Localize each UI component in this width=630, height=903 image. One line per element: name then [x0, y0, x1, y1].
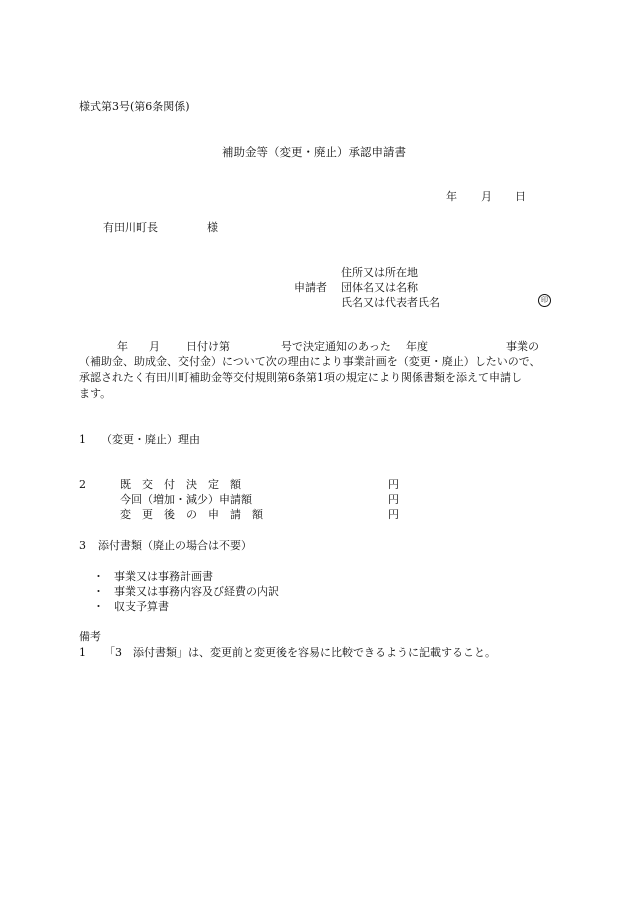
body-date-suffix: 日付け第 — [186, 340, 230, 353]
bullet-icon: ・ — [93, 585, 104, 598]
amount-row-unit: 円 — [388, 478, 399, 491]
addressee-name: 有田川町長 — [103, 221, 158, 234]
page-title: 補助金等（変更・廃止）承認申請書 — [222, 145, 406, 159]
bullet-icon: ・ — [93, 600, 104, 613]
note-text: 「3 添付書類」は、変更前と変更後を容易に比較できるように記載すること。 — [104, 646, 496, 659]
form-number: 様式第3号(第6条関係) — [79, 100, 190, 113]
attachment-item: 事業又は事務計画書 — [114, 570, 213, 583]
date-day-label: 日 — [515, 190, 526, 203]
date-month-label: 月 — [481, 190, 492, 203]
body-line-4: ます。 — [79, 387, 112, 400]
attachment-item: 事業又は事務内容及び経費の内訳 — [114, 585, 279, 598]
body-number-suffix: 号で決定通知のあった — [281, 340, 391, 353]
applicant-organization-label: 団体名又は名称 — [341, 281, 418, 294]
amount-row-label: 既 交 付 決 定 額 — [120, 478, 241, 491]
body-line-2: （補助金、助成金、交付金）について次の理由により事業計画を（変更・廃止）したいので、 — [79, 355, 541, 368]
body-project: 事業の — [506, 340, 539, 353]
body-line-3: 承認されたく有田川町補助金等交付規則第6条第1項の規定により関係書類を添えて申請し — [79, 371, 522, 384]
amount-row-label: 変 更 後 の 申 請 額 — [120, 508, 263, 521]
attachment-item: 収支予算書 — [114, 600, 169, 613]
applicant-label: 申請者 — [294, 281, 327, 294]
section-3-label: 添付書類（廃止の場合は不要） — [98, 539, 252, 552]
applicant-name-label: 氏名又は代表者氏名 — [341, 296, 440, 309]
body-month-label: 月 — [149, 340, 160, 353]
note-number: 1 — [79, 646, 86, 659]
section-1-number: 1 — [79, 433, 86, 446]
addressee-honorific: 様 — [207, 221, 218, 234]
amount-row-unit: 円 — [388, 493, 399, 506]
body-year-label: 年 — [117, 340, 128, 353]
date-year-label: 年 — [446, 190, 457, 203]
body-paragraph — [79, 354, 555, 402]
bullet-icon: ・ — [93, 570, 104, 583]
amount-row-label: 今回（増加・減少）申請額 — [120, 493, 252, 506]
seal-mark: 印 — [538, 294, 551, 307]
section-2-number: 2 — [79, 478, 86, 491]
amount-row-unit: 円 — [388, 508, 399, 521]
section-3-number: 3 — [79, 539, 86, 552]
body-fiscal-year: 年度 — [406, 340, 428, 353]
applicant-address-label: 住所又は所在地 — [341, 266, 418, 279]
section-1-label: （変更・廃止）理由 — [101, 433, 200, 446]
notes-heading: 備考 — [79, 630, 101, 643]
